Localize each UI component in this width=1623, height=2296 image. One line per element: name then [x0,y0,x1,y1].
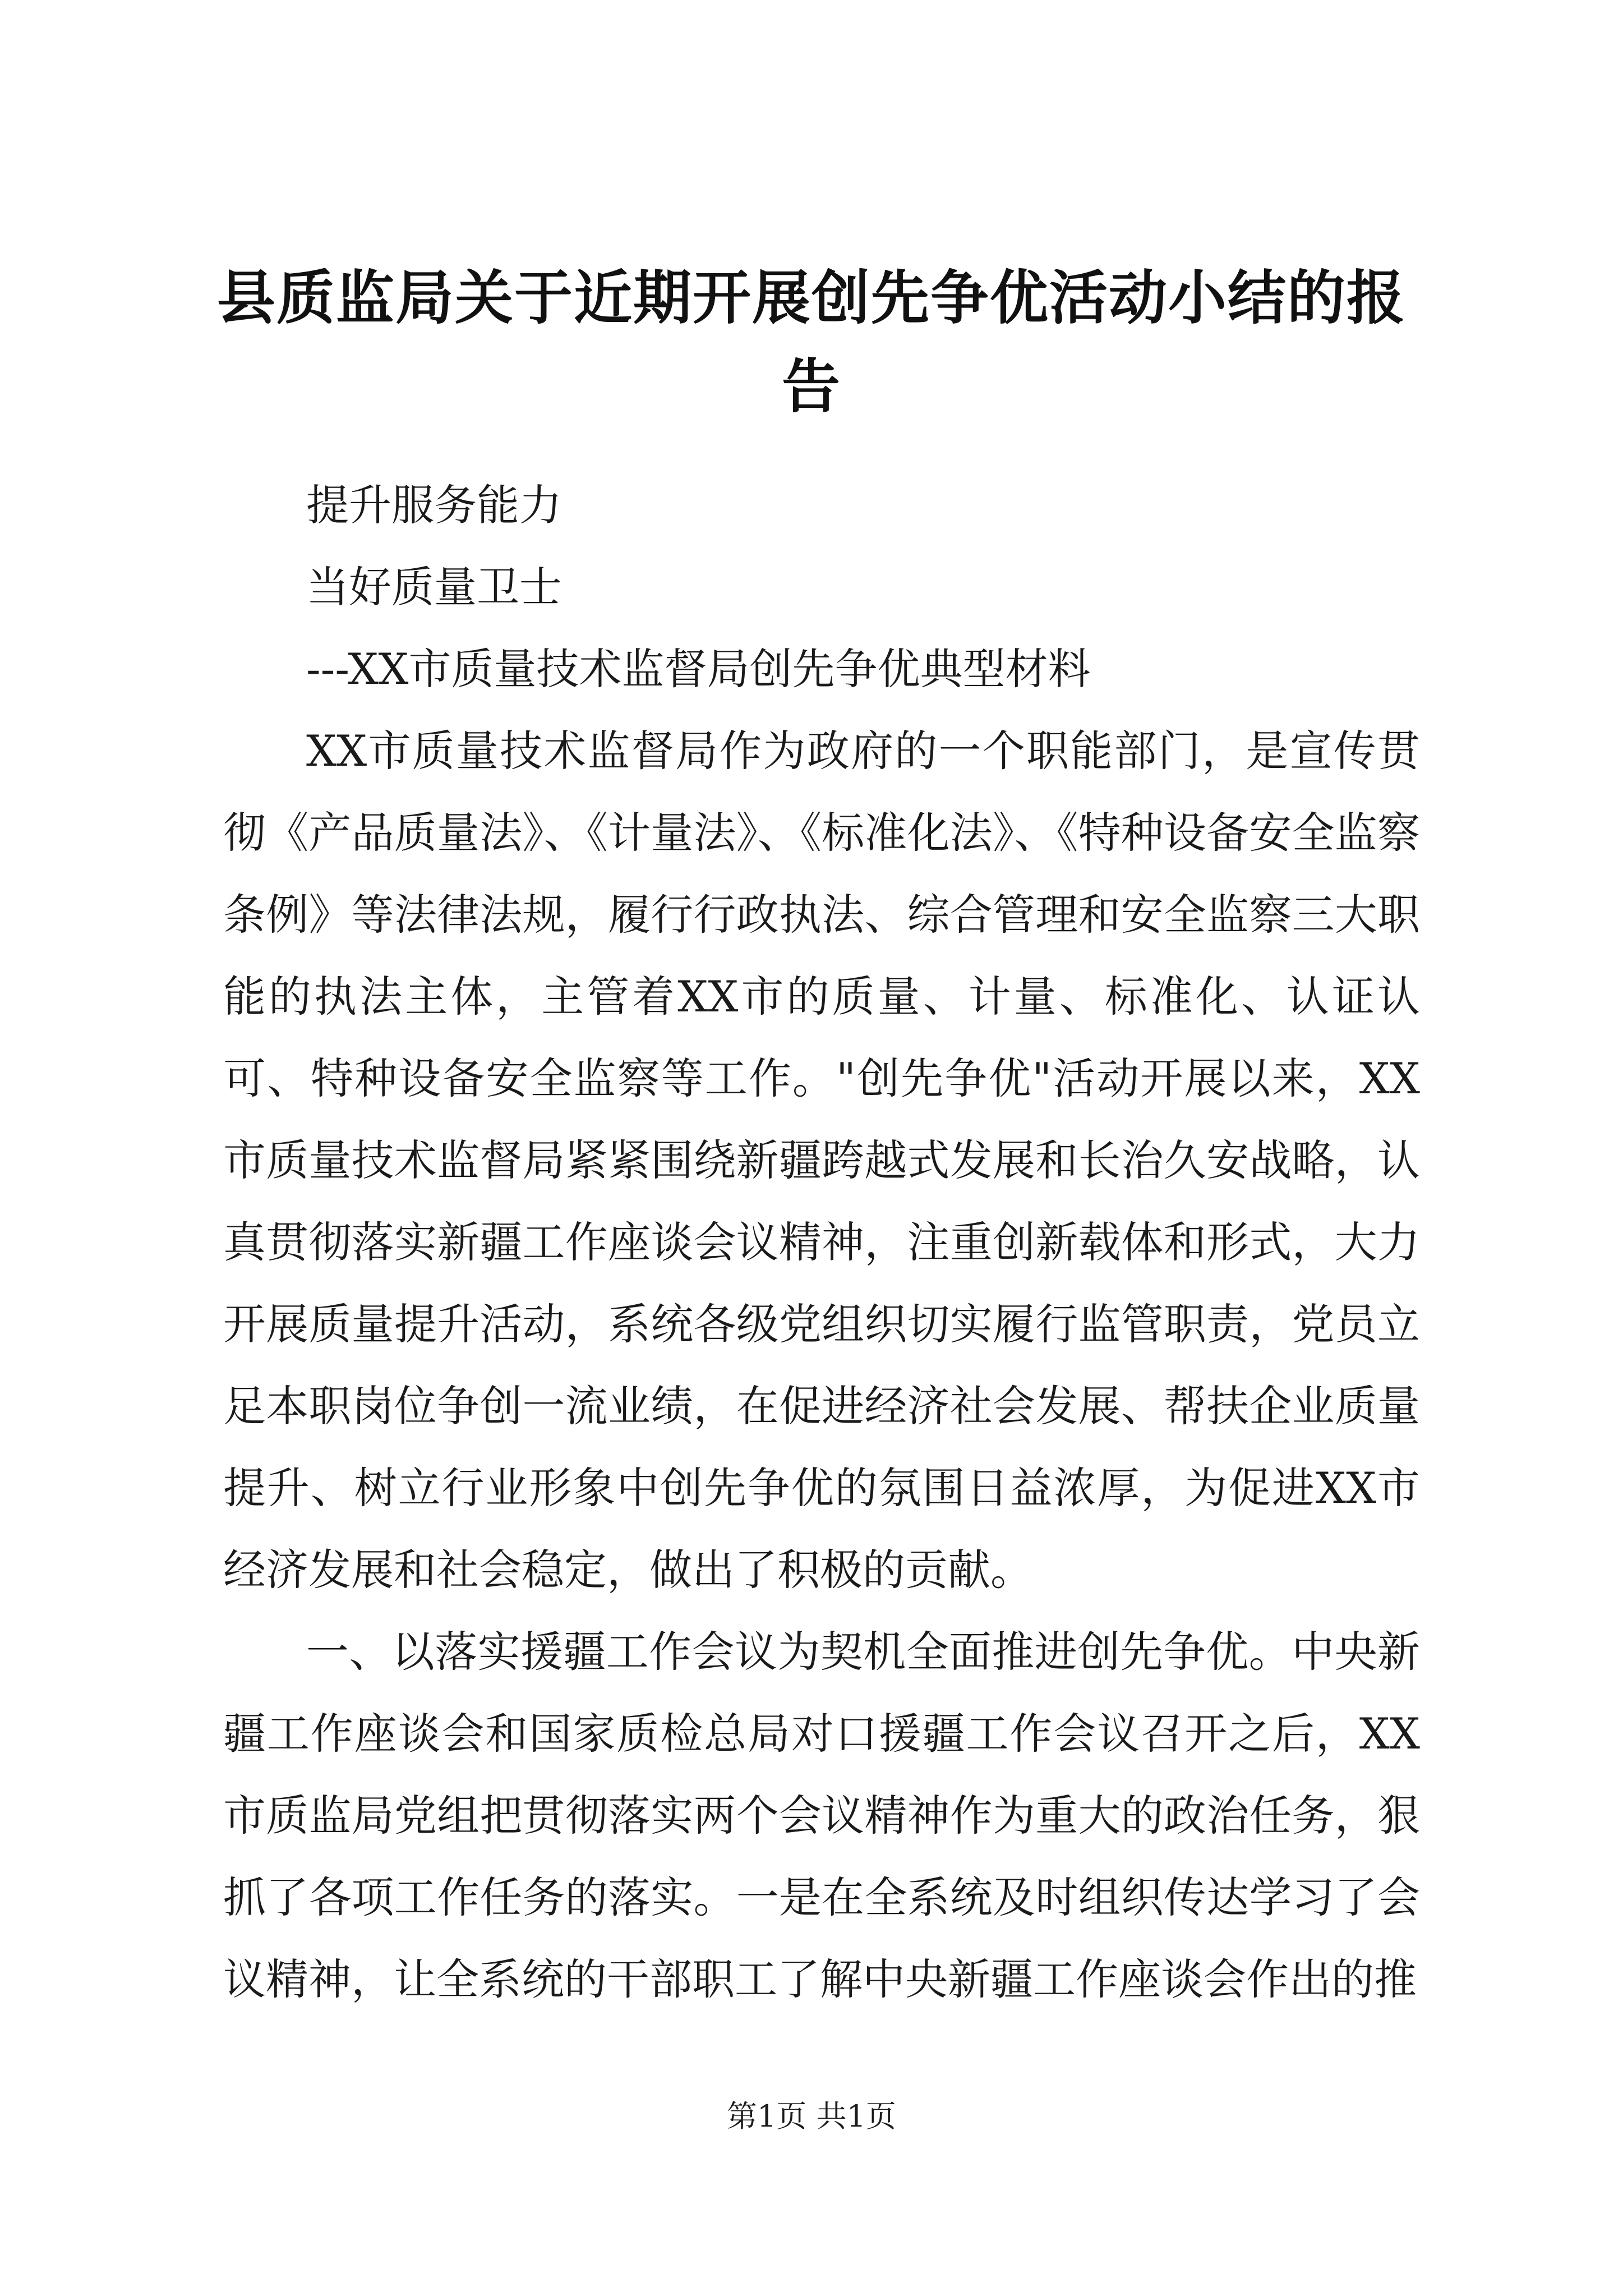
subheading-line: 提升服务能力 [306,480,562,530]
document-title: 县质监局关于近期开展创先争优活动小结的报告 [216,263,1406,421]
source-line: ---XX市质量技术监督局创先争优典型材料 [306,644,1091,694]
subheading-line: 当好质量卫士 [306,562,562,612]
page-number-footer: 第1页 共1页 [727,2099,896,2134]
body-paragraph: XX市质量技术监督局作为政府的一个职能部门，是宣传贯彻《产品质量法》、《计量法》、《标准化法》、《特种设备安全监察条例》等法律法规，履行行政执法、综合管理和安全监察三大职能的执法主体，主管着XX市的质量、计量、标准化、认证认可、特种设备安全监察等工作。"创先争优"活动开展以来，XX市质量技术监督局紧紧围绕新疆跨越式发展和长治久安战略，认真贯彻落实新疆工作座谈会议精神，注重创新载体和形式，大力开展质量提升活动，系统各级党组织切实履行监管职责，党员立足本职岗位争创一流业绩，在促进经济社会发展、帮扶企业质量提升、树立行业形象中创先争优的氛围日益浓厚，为促进XX市经济发展和社会稳定，做出了积极的贡献。 [223,726,1420,1595]
document-body [223,464,1420,2021]
body-paragraph: 一、以落实援疆工作会议为契机全面推进创先争优。中央新疆工作座谈会和国家质检总局对口援疆工作会议召开之后，XX市质监局党组把贯彻落实两个会议精神作为重大的政治任务，狠抓了各项工作任务的落实。一是在全系统及时组织传达学习了会议精神，让全系统的干部职工了解中央新疆工作座谈会作出的推 [223,1627,1420,2004]
